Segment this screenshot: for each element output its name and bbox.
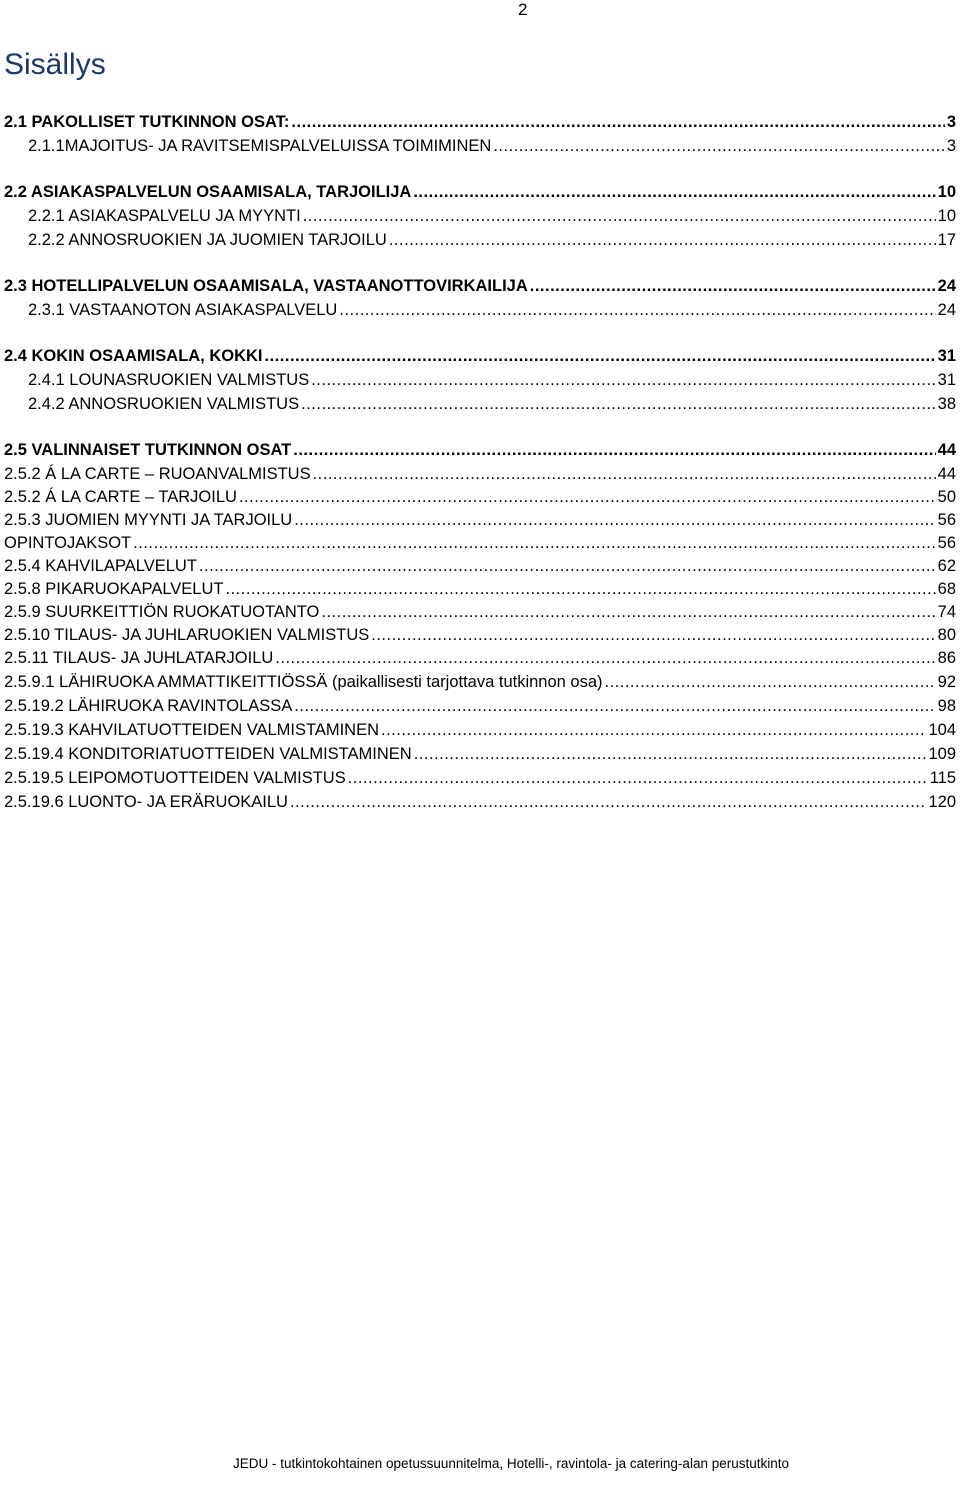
toc-entry-page: 86 (937, 649, 956, 667)
toc-entry[interactable] (28, 392, 956, 414)
toc-entry-page: 10 (937, 207, 956, 225)
toc-entry-page: 56 (937, 534, 956, 552)
toc-entry-page: 80 (937, 626, 956, 644)
toc-entry-label: 2.5.8 PIKARUOKAPALVELUT (4, 580, 224, 598)
toc-entry-label: 2.5.9.1 LÄHIRUOKA AMMATTIKEITTIÖSSÄ (paikallisesti tarjottava tutkinnon osa) (4, 673, 603, 691)
toc-entry-label: 2.2 ASIAKASPALVELUN OSAAMISALA, TARJOILIJA (4, 183, 412, 201)
toc-entry-label: 2.5.19.2 LÄHIRUOKA RAVINTOLASSA (4, 697, 293, 715)
toc-entry-label: 2.3 HOTELLIPALVELUN OSAAMISALA, VASTAANOTTOVIRKAILIJA (4, 277, 528, 295)
toc-entry[interactable] (4, 274, 956, 296)
toc-entry[interactable] (4, 531, 956, 553)
toc-entry-page: 24 (937, 301, 956, 319)
toc-entry-label: 2.4.2 ANNOSRUOKIEN VALMISTUS (28, 395, 300, 413)
toc-entry-page: 120 (928, 793, 956, 811)
toc-entry-label: 2.2.2 ANNOSRUOKIEN JA JUOMIEN TARJOILU (28, 231, 387, 249)
toc-leader-dots (414, 744, 927, 764)
toc-entry-page: 44 (937, 465, 956, 483)
toc-entry-page: 104 (928, 721, 956, 739)
toc-entry-label: 2.5.11 TILAUS- JA JUHLATARJOILU (4, 649, 274, 667)
toc-entry-page: 56 (937, 511, 956, 529)
toc-entry[interactable] (4, 623, 956, 645)
toc-leader-dots (371, 625, 935, 645)
toc-entry-label: 2.5.10 TILAUS- JA JUHLARUOKIEN VALMISTUS (4, 626, 370, 644)
toc-entry[interactable] (4, 462, 956, 484)
toc-entry-label: 2.1 PAKOLLISET TUTKINNON OSAT: (4, 113, 290, 131)
toc-entry-label: 2.5.19.5 LEIPOMOTUOTTEIDEN VALMISTUS (4, 769, 346, 787)
toc-leader-dots (389, 230, 936, 250)
toc-leader-dots (293, 440, 935, 460)
toc-entry-label: 2.5.19.6 LUONTO- JA ERÄRUOKAILU (4, 793, 288, 811)
toc-leader-dots (239, 487, 936, 507)
toc-entry-page: 109 (928, 745, 956, 763)
toc-entry[interactable] (28, 228, 956, 250)
toc-entry-label: 2.4 KOKIN OSAAMISALA, KOKKI (4, 347, 263, 365)
toc-entry-label: 2.5.19.4 KONDITORIATUOTTEIDEN VALMISTAMINEN (4, 745, 412, 763)
toc-leader-dots (225, 579, 935, 599)
toc-entry-page: 31 (937, 371, 956, 389)
toc-entry-label: OPINTOJAKSOT (4, 534, 132, 552)
toc-leader-dots (413, 182, 935, 202)
toc-leader-dots (311, 370, 935, 390)
toc-entry[interactable] (4, 508, 956, 530)
toc-leader-dots (605, 672, 936, 692)
toc-entry[interactable] (4, 646, 956, 668)
toc-entry-label: 2.5.19.3 KAHVILATUOTTEIDEN VALMISTAMINEN (4, 721, 380, 739)
toc-entry[interactable] (4, 718, 956, 740)
toc-entry-label: 2.5.9 SUURKEITTIÖN RUOKATUOTANTO (4, 603, 320, 621)
toc-entry-page: 17 (937, 231, 956, 249)
toc-entry-page: 115 (929, 769, 956, 787)
toc-entry-label: 2.5 VALINNAISET TUTKINNON OSAT (4, 441, 292, 459)
toc-leader-dots (133, 533, 936, 553)
toc-entry-label: 2.4.1 LOUNASRUOKIEN VALMISTUS (28, 371, 310, 389)
toc-entry[interactable] (4, 344, 956, 366)
toc-entry[interactable] (4, 485, 956, 507)
toc-entry[interactable] (4, 766, 956, 788)
toc-entry-page: 44 (937, 441, 956, 459)
toc-entry[interactable] (4, 110, 956, 132)
toc-entry[interactable] (4, 742, 956, 764)
toc-entry-label: 2.5.3 JUOMIEN MYYNTI JA TARJOILU (4, 511, 293, 529)
toc-entry-page: 3 (946, 137, 956, 155)
toc-leader-dots (265, 346, 936, 366)
toc-entry[interactable] (4, 438, 956, 460)
toc-leader-dots (291, 112, 944, 132)
toc-leader-dots (294, 696, 935, 716)
toc-entry[interactable] (28, 134, 956, 156)
toc-leader-dots (275, 648, 935, 668)
toc-entry[interactable] (4, 180, 956, 202)
toc-entry-label: 2.5.4 KAHVILAPALVELUT (4, 557, 197, 575)
toc-leader-dots (348, 768, 928, 788)
toc-entry[interactable] (4, 670, 956, 692)
toc-leader-dots (313, 464, 936, 484)
toc-leader-dots (493, 136, 944, 156)
toc-entry-label: 2.1.1MAJOITUS- JA RAVITSEMISPALVELUISSA TOIMIMINEN (28, 137, 492, 155)
toc-entry-page: 31 (937, 347, 956, 365)
toc-leader-dots (303, 206, 936, 226)
toc-leader-dots (530, 276, 936, 296)
toc-entry-page: 50 (937, 488, 956, 506)
toc-leader-dots (199, 556, 936, 576)
toc-leader-dots (381, 720, 926, 740)
toc-title: Sisällys (4, 48, 106, 81)
toc-leader-dots (321, 602, 935, 622)
toc-entry-page: 98 (937, 697, 956, 715)
page-number: 2 (518, 0, 528, 19)
toc-entry[interactable] (4, 790, 956, 812)
toc-entry-label: 2.2.1 ASIAKASPALVELU JA MYYNTI (28, 207, 301, 225)
toc-entry-page: 38 (937, 395, 956, 413)
toc-leader-dots (294, 510, 935, 530)
toc-entry[interactable] (4, 600, 956, 622)
toc-leader-dots (301, 394, 936, 414)
toc-entry-page: 68 (937, 580, 956, 598)
toc-entry-label: 2.5.2 Á LA CARTE – TARJOILU (4, 488, 237, 506)
toc-entry-page: 3 (946, 113, 956, 131)
toc-entry-page: 10 (937, 183, 956, 201)
toc-entry[interactable] (28, 204, 956, 226)
toc-entry-page: 92 (937, 673, 956, 691)
toc-entry[interactable] (4, 577, 956, 599)
toc-entry[interactable] (4, 554, 956, 576)
toc-entry-page: 24 (937, 277, 956, 295)
toc-entry-page: 62 (937, 557, 956, 575)
toc-leader-dots (339, 300, 935, 320)
toc-entry-label: 2.5.2 Á LA CARTE – RUOANVALMISTUS (4, 465, 311, 483)
page-footer: JEDU - tutkintokohtainen opetussuunnitelma, Hotelli-, ravintola- ja catering-alan perustutkinto (232, 1456, 790, 1471)
toc-entry-label: 2.3.1 VASTAANOTON ASIAKASPALVELU (28, 301, 338, 319)
toc-entry[interactable] (4, 694, 956, 716)
toc-entry[interactable] (28, 368, 956, 390)
toc-entry-page: 74 (937, 603, 956, 621)
toc-leader-dots (290, 792, 927, 812)
toc-entry[interactable] (28, 298, 956, 320)
